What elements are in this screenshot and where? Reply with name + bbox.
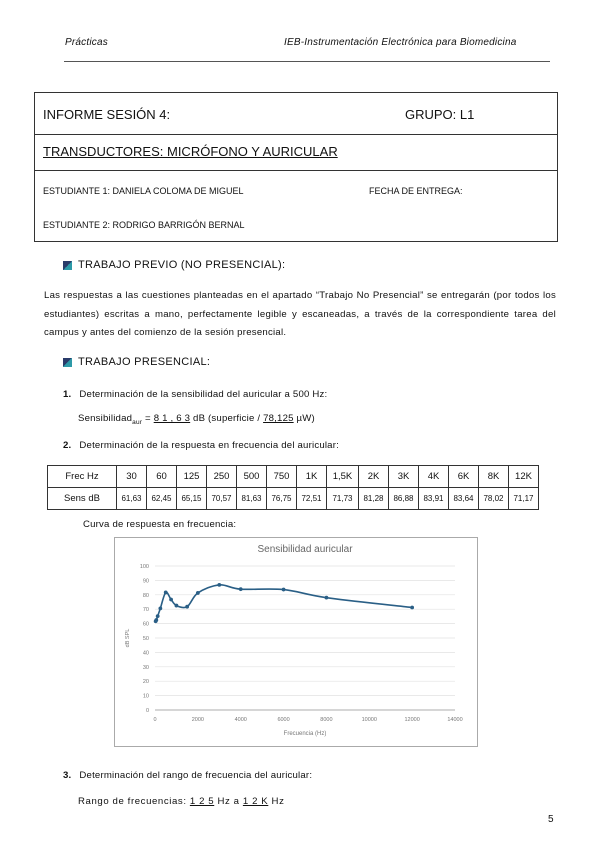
table-cell: 1,5K [327, 466, 359, 488]
data-point [164, 591, 168, 595]
y-tick-label: 30 [142, 664, 149, 671]
table-cell: 76,75 [267, 488, 297, 510]
y-tick-label: 10 [142, 693, 149, 700]
header-divider [64, 61, 550, 62]
table-row [48, 466, 539, 488]
table-cell: 70,57 [207, 488, 237, 510]
page-number: 5 [548, 814, 554, 825]
table-cell: 3K [389, 466, 419, 488]
item-2: 2. Determinación de la respuesta en frecuencia del auricular: [63, 440, 339, 451]
table-header: Sens dB [48, 488, 117, 510]
curve-label: Curva de respuesta en frecuencia: [83, 519, 237, 530]
x-tick-label: 12000 [404, 717, 420, 723]
y-tick-label: 50 [142, 636, 149, 642]
y-tick-label: 100 [139, 564, 149, 570]
table-cell: 81,28 [359, 488, 389, 510]
session-label: INFORME SESIÓN 4: [43, 107, 171, 122]
header-left: Prácticas [65, 37, 108, 48]
sensitivity-chart [115, 538, 477, 746]
y-tick-label: 80 [142, 592, 149, 599]
data-point [196, 591, 200, 595]
table-cell: 78,02 [479, 488, 509, 510]
x-tick-label: 10000 [361, 717, 377, 723]
presencial-heading: TRABAJO PRESENCIAL: [63, 356, 210, 368]
x-tick-label: 14000 [447, 717, 463, 723]
header-right: IEB-Instrumentación Electrónica para Biomedicina [284, 37, 517, 48]
x-tick-label: 2000 [191, 717, 204, 723]
group-label: GRUPO: L1 [405, 107, 475, 122]
y-tick-label: 60 [142, 621, 149, 628]
table-cell: 250 [207, 466, 237, 488]
data-point [158, 606, 162, 610]
session-row [35, 93, 557, 135]
y-tick-label: 70 [142, 607, 149, 614]
table-cell: 750 [267, 466, 297, 488]
data-point [217, 583, 221, 587]
table-cell: 2K [359, 466, 389, 488]
y-tick-label: 0 [145, 708, 149, 714]
report-title: TRANSDUCTORES: MICRÓFONO Y AURICULAR [43, 144, 338, 159]
x-tick-label: 8000 [320, 717, 333, 723]
table-cell: 83,64 [449, 488, 479, 510]
sensitivity-value: 8 1 , 6 3 [153, 413, 191, 424]
table-cell: 86,88 [389, 488, 419, 510]
student-1: ESTUDIANTE 1: DANIELA COLOMA DE MIGUEL [43, 186, 244, 196]
previo-heading: TRABAJO PREVIO (NO PRESENCIAL): [63, 259, 285, 271]
data-point [325, 596, 329, 600]
y-tick-label: 20 [142, 679, 149, 686]
table-cell: 81,63 [237, 488, 267, 510]
x-axis-label: Frecuencia (Hz) [283, 731, 327, 737]
y-axis-label: dB SPL [125, 628, 131, 648]
item-1: 1. Determinación de la sensibilidad del auricular a 500 Hz: [63, 389, 328, 400]
data-point [169, 598, 173, 602]
power-value: 78,125 [263, 413, 294, 424]
data-point [185, 605, 189, 609]
table-cell: 60 [147, 466, 177, 488]
range-low: 1 2 5 [189, 796, 215, 807]
table-cell: 72,51 [297, 488, 327, 510]
square-bullet-icon [63, 261, 72, 270]
table-cell: 71,17 [509, 488, 539, 510]
item-3: 3. Determinación del rango de frecuencia del auricular: [63, 770, 313, 781]
report-box [34, 92, 558, 242]
table-cell: 62,45 [147, 488, 177, 510]
y-tick-label: 40 [142, 650, 149, 657]
square-bullet-icon [63, 358, 72, 367]
table-cell: 71,73 [327, 488, 359, 510]
range-high: 1 2 K [242, 796, 269, 807]
data-point [282, 588, 286, 592]
data-point [239, 587, 243, 591]
data-point [156, 614, 160, 618]
frequency-table [47, 465, 539, 510]
x-tick-label: 6000 [277, 717, 290, 723]
data-point [154, 618, 158, 622]
x-tick-label: 0 [153, 717, 157, 723]
data-point [410, 606, 414, 610]
chart-frame [114, 537, 478, 747]
table-cell: 4K [419, 466, 449, 488]
table-cell: 1K [297, 466, 327, 488]
range-line: Rango de frecuencias: 1 2 5 Hz a 1 2 K Hz [78, 796, 285, 807]
table-header: Frec Hz [48, 466, 117, 488]
table-cell: 12K [509, 466, 539, 488]
table-cell: 125 [177, 466, 207, 488]
table-cell: 61,63 [117, 488, 147, 510]
sensitivity-line: Sensibilidad$_{aur}$ = 8 1 , 6 3 dB (superficie / 78,125 µW) [78, 413, 315, 426]
y-tick-label: 90 [142, 578, 149, 585]
table-cell: 8K [479, 466, 509, 488]
table-cell: 30 [117, 466, 147, 488]
student-2: ESTUDIANTE 2: RODRIGO BARRIGÓN BERNAL [43, 220, 245, 230]
table-cell: 65,15 [177, 488, 207, 510]
x-tick-label: 4000 [234, 717, 247, 723]
table-cell: 6K [449, 466, 479, 488]
previo-paragraph: Las respuestas a las cuestiones planteadas en el apartado “Trabajo No Presencial” se entregarán (por todos los estudiantes) escritas a mano, perfectamente legible y escaneadas, a través de la correspondiente tarea del campus y antes del comienzo de la sesión presencial. [44, 290, 556, 338]
table-row [48, 488, 539, 510]
title-row [35, 135, 557, 171]
chart-title: Sensibilidad auricular [257, 544, 353, 555]
table-cell: 500 [237, 466, 267, 488]
data-point [175, 604, 179, 608]
delivery-date-label: FECHA DE ENTREGA: [369, 186, 463, 196]
table-cell: 83,91 [419, 488, 449, 510]
